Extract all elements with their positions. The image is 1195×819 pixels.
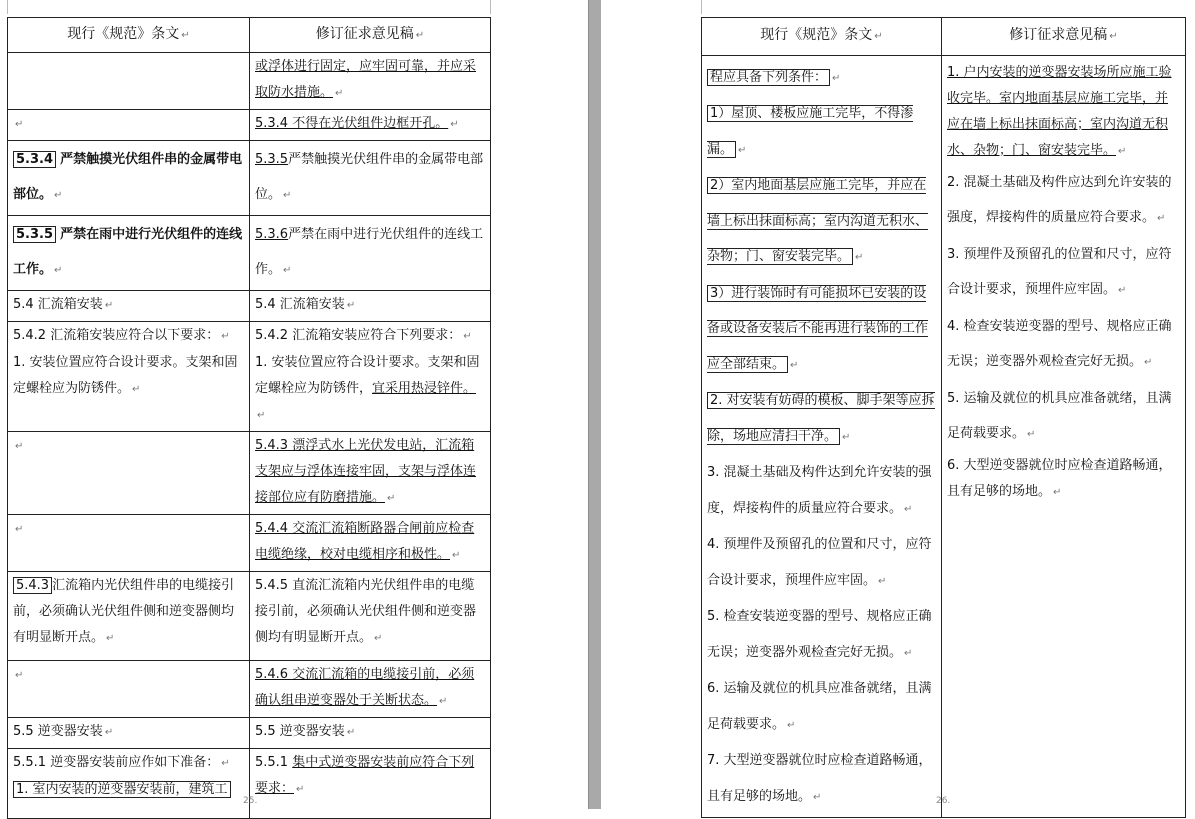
page-separator xyxy=(588,0,602,809)
cell-current[interactable]: ↵ xyxy=(8,661,250,718)
cell-current[interactable] xyxy=(8,53,250,110)
list-item: 3. 预埋件及预留孔的位置和尺寸，应符合设计要求，预埋件应牢固。 ↵ xyxy=(947,246,1172,297)
cell-revised[interactable] xyxy=(942,55,1186,818)
cell-revised[interactable]: 5.4.2 汇流箱安装应符合下列要求： ↵ 1. 安装位置应符合设计要求。支架和固定螺栓应为防锈件，宜采用热浸锌件。↵ xyxy=(250,322,491,432)
table-header-row xyxy=(702,18,1186,56)
table-header-row xyxy=(8,18,491,53)
list-item: 2. 混凝土基础及构件应达到允许安装的强度，焊接构件的质量应符合要求。 ↵ xyxy=(947,174,1172,225)
table-row xyxy=(8,322,491,432)
cell-current[interactable]: 5.4.2 汇流箱安装应符合以下要求： ↵ 1. 安装位置应符合设计要求。支架和固定螺栓应为防锈件。 ↵ xyxy=(8,322,250,432)
list-item: 5. 检查安装逆变器的型号、规格应正确无误；逆变器外观检查完好无损。 ↵ xyxy=(707,609,932,660)
header-revised: 修订征求意见稿 ↵ xyxy=(942,18,1186,56)
table-row xyxy=(8,718,491,749)
page-number: 25. xyxy=(243,796,258,806)
list-item: 4. 检查安装逆变器的型号、规格应正确无误；逆变器外观检查完好无损。 ↵ xyxy=(947,318,1172,369)
page-number: 26. xyxy=(936,796,951,806)
cell-current[interactable]: ↵ xyxy=(8,432,250,515)
list-item: 7. 大型逆变器就位时应检查道路畅通，且有足够的场地。 ↵ xyxy=(707,753,932,804)
table-row xyxy=(8,216,491,291)
cell-current[interactable]: ↵ xyxy=(8,110,250,141)
list-item: 6. 运输及就位的机具应准备就绪，且满足荷载要求。 ↵ xyxy=(707,681,932,732)
table-row xyxy=(8,661,491,718)
cell-revised[interactable]: 5.3.5严禁触摸光伏组件串的金属带电部位。 ↵ xyxy=(250,141,491,216)
cell-current[interactable]: 5.5 逆变器安装 ↵ xyxy=(8,718,250,749)
cell-revised[interactable]: 5.3.4 不得在光伏组件边框开孔。 ↵ xyxy=(250,110,491,141)
comparison-table-right xyxy=(701,17,1186,818)
table-row xyxy=(8,572,491,661)
list-item: 1. 户内安装的逆变器安装场所应施工验收完毕。室内地面基层应施工完毕，并应在墙上标出抹面标高；室内沟道无积水、杂物；门、窗安装完毕。 ↵ xyxy=(947,64,1172,158)
table-row xyxy=(8,432,491,515)
table-row xyxy=(8,110,491,141)
header-current: 现行《规范》条文 ↵ xyxy=(702,18,942,56)
list-item: 3. 混凝土基础及构件达到允许安装的强度，焊接构件的质量应符合要求。 ↵ xyxy=(707,465,932,516)
cell-revised[interactable]: 5.4.5 直流汇流箱内光伏组件串的电缆接引前，必须确认光伏组件侧和逆变器侧均有明显断开点。 ↵ xyxy=(250,572,491,661)
table-row xyxy=(702,55,1186,818)
page-corner-mark xyxy=(7,0,8,14)
list-item: 程应具备下列条件： ↵ xyxy=(707,60,936,97)
cell-current[interactable]: 5.3.5 严禁在雨中进行光伏组件的连线工作。 ↵ xyxy=(8,216,250,291)
cell-revised[interactable]: 5.4.6 交流汇流箱的电缆接引前，必须确认组串逆变器处于关断状态。 ↵ xyxy=(250,661,491,718)
cell-current[interactable] xyxy=(702,55,942,818)
table-row xyxy=(8,291,491,322)
document-page-left xyxy=(0,0,588,809)
page-corner-mark xyxy=(490,0,491,14)
header-revised: 修订征求意见稿 ↵ xyxy=(250,18,491,53)
table-row xyxy=(8,749,491,819)
list-item: 1）屋顶、楼板应施工完毕，不得渗漏。 ↵ xyxy=(707,106,914,157)
list-item: 5. 运输及就位的机具应准备就绪，且满足荷载要求。 ↵ xyxy=(947,390,1172,441)
header-current: 现行《规范》条文 ↵ xyxy=(8,18,250,53)
list-item: 2. 对安装有妨碍的模板、脚手架等应拆除，场地应清扫干净。 ↵ xyxy=(707,393,935,444)
document-page-right xyxy=(601,0,1195,809)
table-row xyxy=(8,53,491,110)
list-item: 4. 预埋件及预留孔的位置和尺寸，应符合设计要求，预埋件应牢固。 ↵ xyxy=(707,537,932,588)
table-row xyxy=(8,141,491,216)
table-row xyxy=(8,515,491,572)
cell-revised[interactable]: 5.4.4 交流汇流箱断路器合闸前应检查电缆绝缘，校对电缆相序和极性。 ↵ xyxy=(250,515,491,572)
list-item: 3）进行装饰时有可能损坏已安装的设备或设备安装后不能再进行装饰的工作应全部结束。 ↵ xyxy=(707,285,929,372)
cell-revised[interactable]: 或浮体进行固定，应牢固可靠，并应采取防水措施。 ↵ xyxy=(250,53,491,110)
page-corner-mark xyxy=(701,0,702,14)
cell-revised[interactable]: 5.4.3 漂浮式水上光伏发电站，汇流箱支架应与浮体连接牢固，支架与浮体连接部位应有防磨措施。 ↵ xyxy=(250,432,491,515)
cell-current[interactable]: 5.5.1 逆变器安装前应作如下准备： ↵ 1. 室内安装的逆变器安装前，建筑工 xyxy=(8,749,250,819)
cell-revised[interactable]: 5.5.1 集中式逆变器安装前应符合下列要求： ↵ xyxy=(250,749,491,819)
cell-current[interactable]: 5.4.3 汇流箱内光伏组件串的电缆接引前，必须确认光伏组件侧和逆变器侧均有明显断开点。 ↵ xyxy=(8,572,250,661)
list-item: 2）室内地面基层应施工完毕，并应在墙上标出抹面标高；室内沟道无积水、杂物；门、窗安装完毕。 ↵ xyxy=(707,178,929,264)
cell-revised[interactable]: 5.4 汇流箱安装 ↵ xyxy=(250,291,491,322)
comparison-table-left xyxy=(7,17,491,819)
cell-current[interactable]: 5.4 汇流箱安装 ↵ xyxy=(8,291,250,322)
cell-current[interactable]: 5.3.4 严禁触摸光伏组件串的金属带电部位。 ↵ xyxy=(8,141,250,216)
cell-revised[interactable]: 5.3.6严禁在雨中进行光伏组件的连线工作。 ↵ xyxy=(250,216,491,291)
list-item: 6. 大型逆变器就位时应检查道路畅通，且有足够的场地。 ↵ xyxy=(947,457,1172,499)
cell-current[interactable]: ↵ xyxy=(8,515,250,572)
cell-revised[interactable]: 5.5 逆变器安装 ↵ xyxy=(250,718,491,749)
